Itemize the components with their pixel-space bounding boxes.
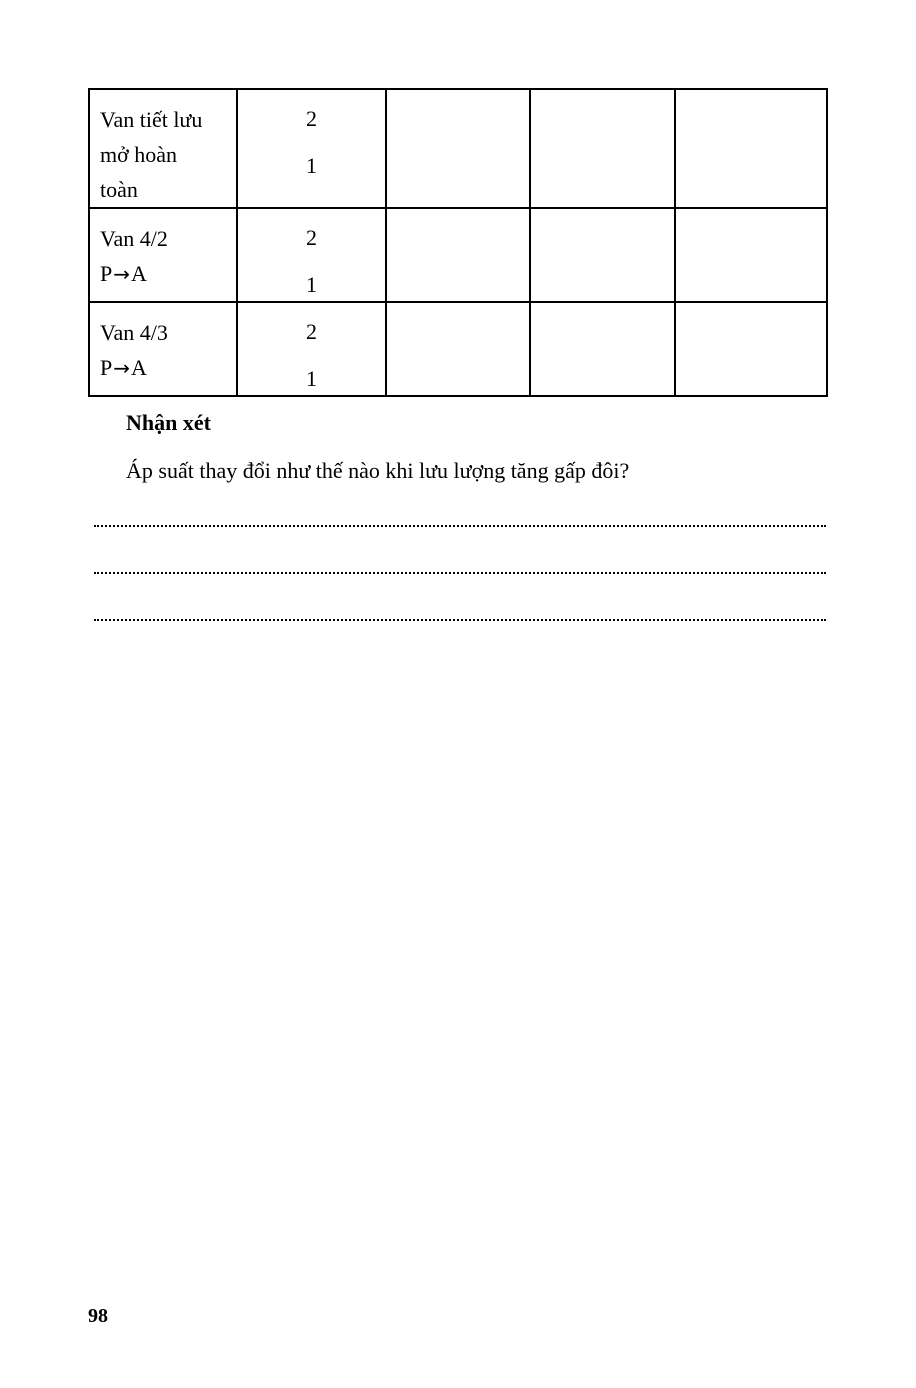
- table-row: [89, 89, 827, 208]
- row-label-cell: [89, 89, 237, 208]
- row-label-cell: [89, 302, 237, 396]
- right-arrow-icon: →: [113, 262, 131, 286]
- level-cell: [237, 302, 386, 396]
- empty-cell: [675, 208, 827, 302]
- port-from: P: [100, 355, 113, 380]
- row-label-flow: [100, 350, 236, 386]
- table-row: [89, 302, 827, 396]
- port-to: A: [131, 355, 147, 380]
- empty-cell: [530, 89, 675, 208]
- port-from: P: [100, 261, 113, 286]
- row-label-line: mở hoàn: [100, 142, 178, 167]
- right-arrow-icon: →: [113, 356, 131, 380]
- level-value: 2: [306, 106, 317, 131]
- empty-cell: [530, 208, 675, 302]
- answer-line[interactable]: [94, 619, 826, 621]
- level-value: 1: [306, 153, 317, 178]
- empty-cell: [386, 89, 530, 208]
- empty-cell: [386, 208, 530, 302]
- row-label-line: Van 4/2: [100, 226, 168, 251]
- row-label-line: toàn: [100, 177, 138, 202]
- results-table: [88, 88, 828, 397]
- answer-line[interactable]: [94, 525, 826, 527]
- table-row: [89, 208, 827, 302]
- level-value: 1: [306, 272, 317, 297]
- empty-cell: [675, 302, 827, 396]
- row-label-line: Van tiết lưu: [100, 107, 203, 132]
- row-label-flow: [100, 256, 236, 292]
- level-cell: [237, 208, 386, 302]
- page-number: 98: [88, 1305, 108, 1327]
- comment-heading: Nhận xét: [126, 410, 211, 435]
- empty-cell: [675, 89, 827, 208]
- comment-question: Áp suất thay đổi như thế nào khi lưu lượng tăng gấp đôi?: [126, 458, 630, 483]
- empty-cell: [386, 302, 530, 396]
- answer-line[interactable]: [94, 572, 826, 574]
- row-label-line: Van 4/3: [100, 320, 168, 345]
- level-value: 2: [306, 319, 317, 344]
- empty-cell: [530, 302, 675, 396]
- level-value: 1: [306, 366, 317, 391]
- level-value: 2: [306, 225, 317, 250]
- port-to: A: [131, 261, 147, 286]
- row-label-cell: [89, 208, 237, 302]
- level-cell: [237, 89, 386, 208]
